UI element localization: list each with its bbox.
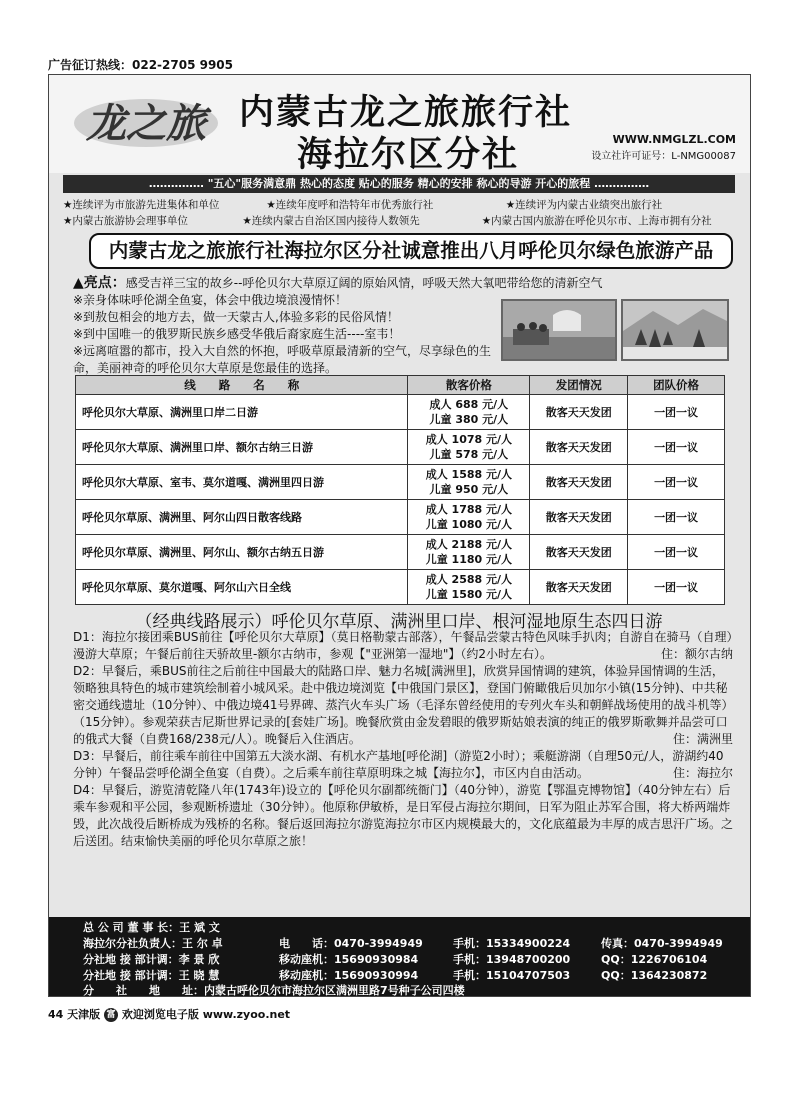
itinerary-body — [73, 629, 733, 850]
welcome-text: 欢迎浏览电子版 — [121, 1008, 199, 1021]
adult-price: 成人 2588 元/人 — [425, 573, 513, 586]
contact-row-planner-1: 分社地 接 部计调：李 景 欣 移动座机：15690930984 手机：13948700200 QQ：1226706104 — [83, 953, 708, 966]
route-name: 呼伦贝尔草原、满洲里、阿尔山、额尔古纳五日游 — [76, 535, 408, 570]
col-header-route: 线 路 名 称 — [76, 376, 408, 395]
child-price: 儿童 1180 元/人 — [425, 553, 513, 566]
col-header-price: 散客价格 — [408, 376, 530, 395]
departure-status: 散客天天发团 — [530, 465, 628, 500]
route-name: 呼伦贝尔大草原、满洲里口岸、额尔古纳三日游 — [76, 430, 408, 465]
contact-row-planner-2: 分社地 接 部计调：王 晓 慧 移动座机：15690930994 手机：15104707503 QQ：1364230872 — [83, 969, 708, 982]
publisher-badge-icon: 富 — [104, 1008, 118, 1022]
highlight-item: ※远离喧嚣的都市，投入大自然的怀抱，呼吸草原最清新的空气，尽享绿色的生命，美丽神奇的呼伦贝尔大草原是您最佳的选择。 — [73, 344, 492, 375]
group-price: 一团一议 — [628, 570, 725, 605]
award-item: ★内蒙古旅游协会理事单位 — [63, 215, 188, 227]
award-item: ★内蒙古国内旅游在呼伦贝尔市、上海市拥有分社 — [481, 215, 712, 227]
agency-title-line2: 海拉尔区分社 — [297, 134, 520, 175]
agency-logo — [71, 89, 221, 151]
agency-url[interactable]: WWW.NMGLZL.COM — [612, 133, 736, 146]
logo-text: 龙之旅 — [86, 100, 206, 147]
itinerary-day-3: D3：早餐后，前往乘车前往中国第五大淡水湖、有机水产基地[呼伦湖]（游览2小时）；乘艇游湖（自理50元/人，游湖约40分钟）午餐品尝呼伦湖全鱼宴（自费）。之后乘车前往草原明珠之城【海拉尔】，市区内自由活动。 住：海拉尔 — [73, 749, 733, 780]
adult-price: 成人 1588 元/人 — [425, 468, 513, 481]
day-1-stay: 住：额尔古纳 — [660, 647, 733, 661]
adult-price: 成人 2188 元/人 — [425, 538, 513, 551]
price-cell — [408, 535, 530, 570]
award-item: ★连续内蒙古自治区国内接待人数领先 — [242, 215, 420, 227]
contact-block — [49, 917, 750, 997]
itinerary-day-1: D1：海拉尔接团乘BUS前往【呼伦贝尔大草原】（莫日格勒蒙古部落），午餐品尝蒙古特色风味手扒肉；自游自在骑马（自理）漫游大草原；午餐后前往天骄故里-额尔古纳市，参观【"亚洲第一湿地"】（约2小时左右）。 住：额尔古纳 — [73, 630, 733, 661]
price-cell — [408, 500, 530, 535]
edition-label: 天津版 — [67, 1008, 101, 1021]
child-price: 儿童 380 元/人 — [429, 413, 509, 426]
table-row — [76, 395, 725, 430]
promo-banner: 内蒙古龙之旅旅行社海拉尔区分社诚意推出八月呼伦贝尔绿色旅游产品 — [89, 233, 733, 269]
page-footer — [48, 1006, 290, 1022]
table-row — [76, 535, 725, 570]
price-cell — [408, 430, 530, 465]
yurt-photo — [501, 299, 617, 361]
day-2-stay: 住：满洲里 — [672, 732, 733, 746]
branch-address: 分 社 地 址：内蒙古呼伦贝尔市海拉尔区满洲里路7号种子公司四楼 — [83, 984, 465, 997]
child-price: 儿童 578 元/人 — [429, 448, 509, 461]
highlight-item: ※到中国唯一的俄罗斯民族乡感受华俄后裔家庭生活----室韦！ — [73, 327, 401, 341]
col-header-group: 团队价格 — [628, 376, 725, 395]
route-table — [75, 375, 725, 605]
group-price: 一团一议 — [628, 535, 725, 570]
child-price: 儿童 950 元/人 — [429, 483, 509, 496]
group-price: 一团一议 — [628, 395, 725, 430]
award-item: ★连续评为市旅游先进集体和单位 — [63, 199, 220, 211]
award-item: ★连续年度呼和浩特年市优秀旅行社 — [266, 199, 434, 211]
footer-url[interactable]: www.zyoo.net — [202, 1008, 291, 1021]
departure-status: 散客天天发团 — [530, 395, 628, 430]
table-row — [76, 500, 725, 535]
contact-row-manager: 海拉尔分社负责人：王 尔 卓 电 话：0470-3994949 手机：15334900224 传真：0470-3994949 — [83, 937, 723, 950]
group-price: 一团一议 — [628, 465, 725, 500]
ad-hotline: 广告征订热线：022-2705 9905 — [48, 58, 234, 72]
table-header-row — [76, 376, 725, 395]
price-cell — [408, 395, 530, 430]
forest-photo — [621, 299, 729, 361]
table-row — [76, 465, 725, 500]
route-name: 呼伦贝尔草原、莫尔道嘎、阿尔山六日全线 — [76, 570, 408, 605]
awards-list — [63, 197, 743, 229]
departure-status: 散客天天发团 — [530, 500, 628, 535]
col-header-status: 发团情况 — [530, 376, 628, 395]
itinerary-day-2: D2：早餐后，乘BUS前往之后前往中国最大的陆路口岸、魅力名城[满洲里]，欣赏异国情调的建筑，体验异国情调的生活，领略独具特色的城市建筑绘制着小城风采。赴中俄边境浏览【中俄国门景区】，登国门俯瞰俄后贝加尔小镇(15分钟)、中共秘密交通线遗址（10分钟）、中俄边境41号界碑、蒸汽火车头广场（毛泽东曾经使用的专列火车头和朝鲜战场使用的战斗机等）（15分钟）。参观荣获吉尼斯世界记录的[套娃广场]。晚餐欣赏由金发碧眼的俄罗斯姑娘表演的纯正的俄罗斯歌舞并品尝可口的俄式大餐（自费168/238元/人）。晚餐后入住酒店。 住：满洲里 — [73, 664, 733, 746]
service-slogan: …………… "五心"服务满意鼎 热心的态度 贴心的服务 精心的安排 称心的导游 开心的旅程 …………… — [63, 175, 735, 193]
agency-title-line1: 内蒙古龙之旅旅行社 — [239, 92, 573, 133]
route-name: 呼伦贝尔大草原、室韦、莫尔道嘎、满洲里四日游 — [76, 465, 408, 500]
itinerary-title: （经典线路展示）呼伦贝尔草原、满洲里口岸、根河湿地原生态四日游 — [135, 612, 663, 632]
price-cell — [408, 570, 530, 605]
group-price: 一团一议 — [628, 430, 725, 465]
price-cell — [408, 465, 530, 500]
child-price: 儿童 1580 元/人 — [425, 588, 513, 601]
child-price: 儿童 1080 元/人 — [425, 518, 513, 531]
adult-price: 成人 1078 元/人 — [425, 433, 513, 446]
chairman: 总 公 司 董 事 长：王 斌 文 — [83, 921, 220, 934]
route-name: 呼伦贝尔大草原、满洲里口岸二日游 — [76, 395, 408, 430]
departure-status: 散客天天发团 — [530, 570, 628, 605]
agency-header — [49, 75, 750, 173]
adult-price: 成人 688 元/人 — [429, 398, 509, 411]
license-number: 设立社许可证号：L-NMG00087 — [591, 151, 736, 162]
page-number: 44 — [48, 1008, 64, 1021]
highlights-label: ▲亮点： — [73, 275, 126, 291]
departure-status: 散客天天发团 — [530, 535, 628, 570]
highlight-item: ※到敖包相会的地方去，做一天蒙古人,体验多彩的民俗风情！ — [73, 310, 399, 324]
day-3-stay: 住：海拉尔 — [672, 766, 733, 780]
highlights-lead: 感受吉祥三宝的故乡--呼伦贝尔大草原辽阔的原始风情，呼吸天然大氧吧带给您的清新空气 — [125, 276, 603, 290]
group-price: 一团一议 — [628, 500, 725, 535]
ad-frame — [48, 74, 751, 997]
itinerary-day-4: D4：早餐后，游览清乾隆八年(1743年)设立的【呼伦贝尔副都统衙门】（40分钟），游览【鄂温克博物馆】（40分钟左右）后乘车参观和平公园，参观断桥遗址（30分钟）。他原称伊敏桥，是日军侵占海拉尔期间，日军为阻止苏军合围，将大桥两端炸毁，此次战役后断桥成为残桥的名称。餐后返回海拉尔游览海拉尔市区内规模最大的，文化底蕴最为丰厚的成吉思汗广场。之后送团。结束愉快美丽的呼伦贝尔草原之旅！ — [73, 783, 734, 848]
table-row — [76, 570, 725, 605]
departure-status: 散客天天发团 — [530, 430, 628, 465]
award-item: ★连续评为内蒙古业绩突出旅行社 — [505, 199, 663, 211]
adult-price: 成人 1788 元/人 — [425, 503, 513, 516]
route-name: 呼伦贝尔草原、满洲里、阿尔山四日散客线路 — [76, 500, 408, 535]
highlight-item: ※亲身体味呼伦湖全鱼宴，体会中俄边境浪漫情怀！ — [73, 293, 348, 307]
table-row — [76, 430, 725, 465]
